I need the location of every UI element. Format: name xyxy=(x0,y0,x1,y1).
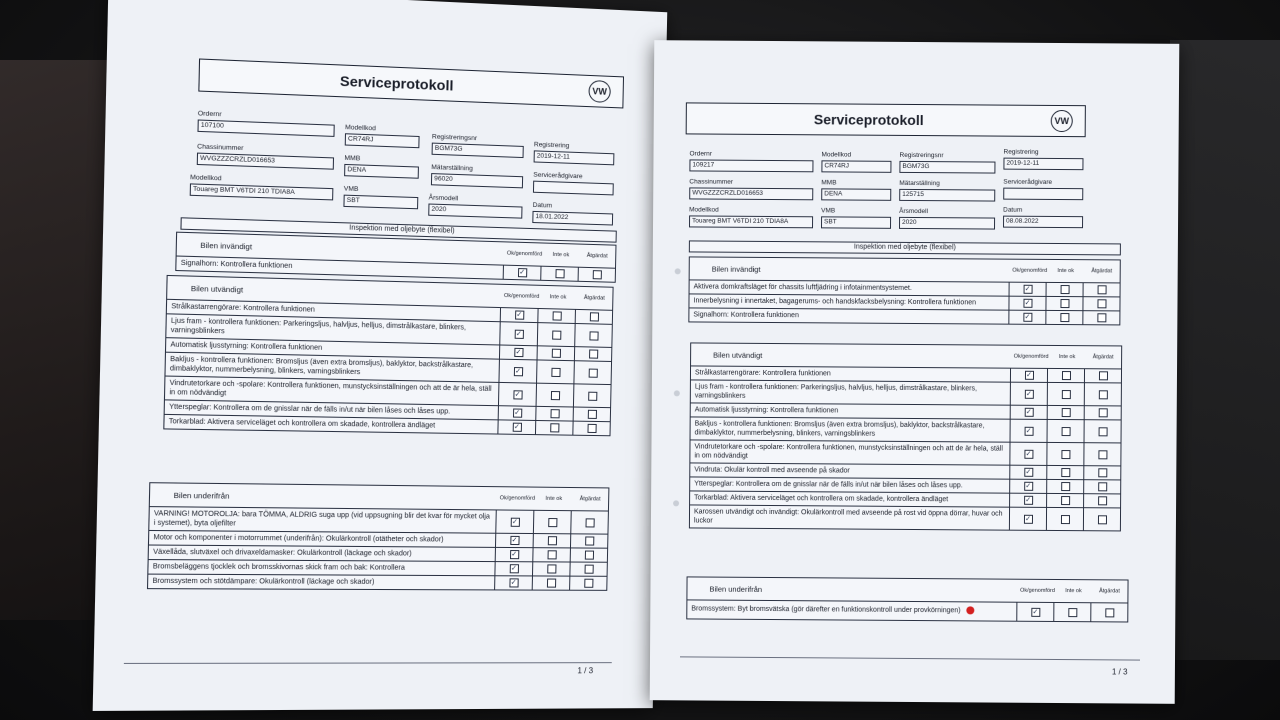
right-section-interior: Bilen invändigt Ok/genomförd Inte ok Åtgärdat Aktivera domkraftsläget för chassits luftfjädring i infotainmentsystemet. ✓ Innerbelysning i innertaket, bagagerums- och handskfacksbelysning: Kontrollera funktionen ✓ Signalhorn: Kontrollera funktionen ✓ xyxy=(688,256,1120,325)
check-row: Torkarblad: Aktivera serviceläget och kontrollera om skadade, kontrollera ändläget ✓ xyxy=(164,415,609,435)
check-row: Automatisk ljusstyrning: Kontrollera funktionen ✓ xyxy=(166,338,611,362)
right-date-field: Datum 08.08.2022 xyxy=(1003,207,1083,229)
fixed-checkbox[interactable] xyxy=(587,424,596,433)
not-ok-checkbox[interactable] xyxy=(1068,608,1077,617)
ok-checkbox[interactable]: ✓ xyxy=(1024,299,1031,307)
check-row: Bromssystem och stötdämpare: Okulärkontroll (läckage och skador) ✓ xyxy=(148,575,606,590)
ok-checkbox[interactable]: ✓ xyxy=(1026,371,1032,379)
check-row: Automatisk ljusstyrning: Kontrollera funktionen ✓ xyxy=(691,403,1121,420)
left-footer-line xyxy=(124,662,612,664)
seat-right-background xyxy=(1170,40,1280,660)
right-inspection-bar: Inspektion med oljebyte (flexibel) xyxy=(689,240,1121,255)
ok-checkbox[interactable]: ✓ xyxy=(515,330,522,338)
not-ok-checkbox[interactable] xyxy=(552,330,561,339)
check-row: Bakljus - kontrollera funktionen: Bromsljus (även extra bromsljus), baklyktor, backstrålkastare, dimbaklyktor, nummerbelysning, blinkers, varningsblinkers ✓ xyxy=(165,353,611,385)
ok-checkbox[interactable]: ✓ xyxy=(510,565,517,573)
left-reg-field: Registreringsnr BGM73G xyxy=(432,133,524,158)
not-ok-checkbox[interactable] xyxy=(1061,408,1070,417)
not-ok-checkbox[interactable] xyxy=(1061,450,1070,459)
fixed-checkbox[interactable] xyxy=(1098,427,1107,436)
left-model-field: Modellkod CR74RJ xyxy=(345,124,420,148)
not-ok-checkbox[interactable] xyxy=(548,518,557,527)
not-ok-checkbox[interactable] xyxy=(1061,390,1070,399)
left-year-field: Årsmodell 2020 xyxy=(428,194,522,218)
ok-checkbox[interactable]: ✓ xyxy=(514,409,521,417)
fixed-checkbox[interactable] xyxy=(1098,390,1107,399)
not-ok-checkbox[interactable] xyxy=(550,409,559,418)
right-service-sheet xyxy=(650,40,1180,704)
left-order-field: Ordernr 107100 xyxy=(197,110,334,137)
check-row: Växellåda, slutväxel och drivaxeldamasker: Okulärkontroll (läckage och skador) ✓ xyxy=(149,546,607,563)
not-ok-checkbox[interactable] xyxy=(1061,496,1070,505)
fixed-checkbox[interactable] xyxy=(1105,608,1114,617)
left-section-underbody: Bilen underifrån Ok/genomförd Inte ok Åtgärdat VARNING! MOTOROLJA: bara TÖMMA, ALDRIG suga upp (vid uppsugning blir det kvar för mycket olja i systemet), byta oljefilter ✓ Motor och komponenter i motorrummet (underifrån): Okulärkontroll (otätheter och skador) ✓ Växellåda, slutväxel och drivaxeldamasker: Okulärkontroll (läckage och skador) ✓ Bromsbeläggens tjocklek och bromsskivornas skick fram och bak: Kontrollera ✓ Bromssystem och stötdämpare: Okulärkontroll (läckage och skador) ✓ xyxy=(147,482,609,591)
ok-checkbox[interactable]: ✓ xyxy=(516,311,523,319)
right-odo-field: Mätarställning 125715 xyxy=(899,180,995,202)
right-vmb-field: VMB SBT xyxy=(821,207,891,228)
right-model-field: Modellkod CR74RJ xyxy=(821,151,891,172)
right-regdate-field: Registrering 2019-12-11 xyxy=(1003,149,1083,171)
ok-checkbox[interactable]: ✓ xyxy=(1025,468,1032,476)
section-title: Bilen underifrån xyxy=(173,490,230,501)
not-ok-checkbox[interactable] xyxy=(1060,299,1069,308)
fixed-checkbox[interactable] xyxy=(1098,450,1107,459)
check-row: Strålkastarrengörare: Kontrollera funktionen ✓ xyxy=(691,366,1121,383)
not-ok-checkbox[interactable] xyxy=(1061,482,1070,491)
not-ok-checkbox[interactable] xyxy=(546,579,555,588)
right-modelname-field: Modellkod Touareg BMT V6TDI 210 TDIA8A xyxy=(689,206,813,228)
check-row: Ljus fram - kontrollera funktionen: Parkeringsljus, halvljus, helljus, dimstrålkastare, blinkers, varningsblinkers ✓ xyxy=(691,380,1121,406)
left-service-sheet xyxy=(93,0,668,711)
vw-logo-icon: VW xyxy=(1051,110,1073,132)
ok-checkbox[interactable]: ✓ xyxy=(1024,285,1031,293)
check-row: Bromssystem: Byt bromsvätska (gör därefter en funktionskontroll under provkörningen) ✓ xyxy=(687,600,1127,621)
fixed-checkbox[interactable] xyxy=(1098,371,1107,380)
left-odo-field: Mätarställning 96020 xyxy=(431,164,523,188)
check-row: Ljus fram - kontrollera funktionen: Parkeringsljus, halvljus, helljus, dimstrålkastare, blinkers, varningsblinkers ✓ xyxy=(166,314,611,348)
ok-checkbox[interactable]: ✓ xyxy=(1025,450,1032,458)
fixed-checkbox[interactable] xyxy=(588,391,597,400)
ok-checkbox[interactable]: ✓ xyxy=(519,269,526,277)
left-vmb-field: VMB SBT xyxy=(343,185,418,209)
ok-checkbox[interactable]: ✓ xyxy=(1032,608,1039,616)
check-row: Bromsbeläggens tjocklek och bromsskivornas skick fram och bak: Kontrollera ✓ xyxy=(148,560,606,577)
not-ok-checkbox[interactable] xyxy=(551,367,560,376)
not-ok-checkbox[interactable] xyxy=(547,550,556,559)
fixed-checkbox[interactable] xyxy=(592,270,601,279)
fixed-checkbox[interactable] xyxy=(584,579,593,588)
fixed-checkbox[interactable] xyxy=(1098,496,1107,505)
not-ok-checkbox[interactable] xyxy=(547,564,556,573)
fixed-checkbox[interactable] xyxy=(587,410,596,419)
left-modelname-field: Modellkod Touareg BMT V6TDI 210 TDIA8A xyxy=(190,174,334,200)
not-ok-checkbox[interactable] xyxy=(550,423,559,432)
ok-checkbox[interactable]: ✓ xyxy=(1025,427,1032,435)
left-chassis-field: Chassinummer WVGZZZCRZLD016653 xyxy=(197,143,334,169)
fixed-checkbox[interactable] xyxy=(588,368,597,377)
fixed-checkbox[interactable] xyxy=(585,536,594,545)
fixed-checkbox[interactable] xyxy=(585,518,594,527)
not-ok-checkbox[interactable] xyxy=(550,390,559,399)
vw-logo-icon: VW xyxy=(588,80,611,103)
fixed-checkbox[interactable] xyxy=(1097,285,1106,294)
left-page-number: 1 / 3 xyxy=(577,666,594,676)
check-row: Vindruta: Okulär kontroll med avseende på skador ✓ xyxy=(690,463,1120,480)
section-title: Bilen underifrån xyxy=(709,584,763,594)
check-row: Vindrutetorkare och -spolare: Kontrollera funktionen, munstycksinställningen och att de är hela, ställ in om nödvändigt ✓ xyxy=(165,377,611,409)
not-ok-checkbox[interactable] xyxy=(1061,427,1070,436)
check-row: Aktivera domkraftsläget för chassits luftfjädring i infotainmentsystemet. ✓ xyxy=(690,280,1120,297)
left-title: Serviceprotokoll xyxy=(339,72,454,94)
fixed-checkbox[interactable] xyxy=(1098,468,1107,477)
not-ok-checkbox[interactable] xyxy=(1060,285,1069,294)
ok-checkbox[interactable]: ✓ xyxy=(511,551,518,559)
check-row: Innerbelysning i innertaket, bagagerums- och handskfacksbelysning: Kontrollera funktionen ✓ xyxy=(689,294,1119,311)
check-row: Signalhorn: Kontrollera funktionen ✓ xyxy=(689,308,1119,324)
fixed-checkbox[interactable] xyxy=(589,312,598,321)
fixed-checkbox[interactable] xyxy=(589,331,598,340)
left-mmb-field: MMB DENA xyxy=(344,155,419,179)
fixed-checkbox[interactable] xyxy=(589,349,598,358)
not-ok-checkbox[interactable] xyxy=(1061,468,1070,477)
right-section-underbody: Bilen underifrån Ok/genomförd Inte ok Åtgärdat Bromssystem: Byt bromsvätska (gör därefter en funktionskontroll under provkörningen) ✓ xyxy=(686,576,1128,622)
ok-checkbox[interactable]: ✓ xyxy=(510,579,517,587)
left-inspection-bar: Inspektion med oljebyte (flexibel) xyxy=(180,217,616,242)
not-ok-checkbox[interactable] xyxy=(551,349,560,358)
ok-checkbox[interactable]: ✓ xyxy=(513,423,520,431)
ok-checkbox[interactable]: ✓ xyxy=(1025,482,1032,490)
not-ok-checkbox[interactable] xyxy=(547,536,556,545)
check-row: Bakljus - kontrollera funktionen: Bromsljus (även extra bromsljus), baklyktor, backstrålkastare, dimbaklyktor, nummerbelysning, blinkers, varningsblinkers ✓ xyxy=(691,417,1121,443)
not-ok-checkbox[interactable] xyxy=(1061,371,1070,380)
ok-checkbox[interactable]: ✓ xyxy=(1024,313,1031,321)
right-mmb-field: MMB DENA xyxy=(821,179,891,200)
check-row: Motor och komponenter i motorrummet (underifrån): Okulärkontroll (otätheter och skador) ✓ xyxy=(149,531,607,549)
ok-checkbox[interactable]: ✓ xyxy=(514,367,522,375)
ok-checkbox[interactable]: ✓ xyxy=(511,536,518,545)
fixed-checkbox[interactable] xyxy=(1097,515,1106,524)
fixed-checkbox[interactable] xyxy=(1098,482,1107,491)
fixed-checkbox[interactable] xyxy=(1097,313,1106,322)
check-row: Ytterspeglar: Kontrollera om de gnisslar när de fälls in/ut när bilen låses och låses upp. ✓ xyxy=(165,400,610,422)
right-page-number: 1 / 3 xyxy=(1111,667,1128,677)
right-title: Serviceprotokoll xyxy=(813,111,924,129)
right-advisor-field: Servicerådgivare xyxy=(1003,179,1083,201)
ok-checkbox[interactable]: ✓ xyxy=(1025,390,1032,398)
fixed-checkbox[interactable] xyxy=(1097,299,1106,308)
not-ok-checkbox[interactable] xyxy=(555,269,564,278)
right-title-banner xyxy=(686,102,1086,137)
section-title: Bilen invändigt xyxy=(711,264,761,274)
right-chassis-field: Chassinummer WVGZZZCRZLD016653 xyxy=(689,178,813,200)
check-row: VARNING! MOTOROLJA: bara TÖMMA, ALDRIG suga upp (vid uppsugning blir det kvar för mycket olja i systemet), byta oljefilter ✓ xyxy=(149,507,608,535)
left-advisor-field: Servicerådgivare xyxy=(533,172,614,196)
section-title: Bilen utvändigt xyxy=(190,283,244,294)
left-title-banner xyxy=(198,58,624,108)
section-title: Bilen invändigt xyxy=(200,240,253,251)
check-row: Ytterspeglar: Kontrollera om de gnisslar när de fälls in/ut när bilen låses och låses upp. ✓ xyxy=(690,477,1120,494)
check-row: Karossen utvändigt och invändigt: Okulärkontroll med avseende på rost vid öppna dörrar, huvar och luckor ✓ xyxy=(690,505,1120,530)
right-section-exterior: Bilen utvändigt Ok/genomförd Inte ok Åtgärdat Strålkastarrengörare: Kontrollera funktionen ✓ Ljus fram - kontrollera funktionen: Parkeringsljus, halvljus, helljus, dimstrålkastare, blinkers, varningsblinkers ✓ Automatisk ljusstyrning: Kontrollera funktionen ✓ Bakljus - kontrollera funktionen: Bromsljus (även extra bromsljus), baklyktor, backstrålkastare, dimbaklyktor, nummerbelysning, blinkers, varningsblinkers ✓ Vindrutetorkare och -spolare: Kontrollera funktionen, munstycksinställningen och att de är hela, ställ in om nödvändigt ✓ Vindruta: Okulär kontroll med avseende på skador ✓ Ytterspeglar: Kontrollera om de gnisslar när de fälls in/ut när bilen låses och låses upp. ✓ Torkarblad: Aktivera serviceläget och kontrollera om skadade, kontrollera ändläget ✓ Karossen utvändigt och invändigt: Okulärkontroll med avseende på rost vid öppna dörrar, huvar och luckor ✓ xyxy=(689,342,1122,531)
red-marker-dot xyxy=(967,607,975,615)
left-section-interior: Bilen invändigt Ok/genomförd Inte ok Åtgärdat Signalhorn: Kontrollera funktionen ✓ xyxy=(175,232,616,283)
ok-checkbox[interactable]: ✓ xyxy=(514,390,521,398)
ok-checkbox[interactable]: ✓ xyxy=(1025,496,1032,504)
fixed-checkbox[interactable] xyxy=(1098,408,1107,417)
ok-checkbox[interactable]: ✓ xyxy=(1025,515,1031,523)
check-row: Vindrutetorkare och -spolare: Kontrollera funktionen, munstycksinställningen och att de är hela, ställ in om nödvändigt ✓ xyxy=(690,440,1120,466)
not-ok-checkbox[interactable] xyxy=(1060,313,1069,322)
section-title: Bilen utvändigt xyxy=(713,350,763,360)
fixed-checkbox[interactable] xyxy=(584,565,593,574)
fixed-checkbox[interactable] xyxy=(584,551,593,560)
ok-checkbox[interactable]: ✓ xyxy=(511,518,518,526)
ok-checkbox[interactable]: ✓ xyxy=(515,348,522,357)
not-ok-checkbox[interactable] xyxy=(552,311,561,320)
ok-checkbox[interactable]: ✓ xyxy=(1025,408,1032,416)
not-ok-checkbox[interactable] xyxy=(1060,515,1069,524)
right-reg-field: Registreringsnr BGM73G xyxy=(899,152,995,174)
right-year-field: Årsmodell 2020 xyxy=(899,208,995,230)
check-row: Torkarblad: Aktivera serviceläget och kontrollera om skadade, kontrollera ändläget ✓ xyxy=(690,491,1120,508)
right-footer-line xyxy=(680,656,1140,660)
check-row: Strålkastarrengörare: Kontrollera funktionen ✓ xyxy=(167,300,612,325)
right-order-field: Ordernr 109217 xyxy=(689,150,813,172)
left-date-field: Datum 18.01.2022 xyxy=(532,202,613,226)
check-row: Signalhorn: Kontrollera funktionen ✓ xyxy=(176,257,615,282)
left-regdate-field: Registrering 2019-12-11 xyxy=(534,141,615,165)
left-section-exterior: Bilen utvändigt Ok/genomförd Inte ok Åtgärdat Strålkastarrengörare: Kontrollera funktionen ✓ Ljus fram - kontrollera funktionen: Parkeringsljus, halvljus, helljus, dimstrålkastare, blinkers, varningsblinkers ✓ Automatisk ljusstyrning: Kontrollera funktionen ✓ Bakljus - kontrollera funktionen: Bromsljus (även extra bromsljus), baklyktor, backstrålkastare, dimbaklyktor, nummerbelysning, blinkers, varningsblinkers ✓ Vindrutetorkare och -spolare: Kontrollera funktionen, munstycksinställningen och att de är hela, ställ in om nödvändigt ✓ Ytterspeglar: Kontrollera om de gnisslar när de fälls in/ut när bilen låses och låses upp. ✓ Torkarblad: Aktivera serviceläget och kontrollera om skadade, kontrollera ändläget ✓ xyxy=(163,275,613,436)
